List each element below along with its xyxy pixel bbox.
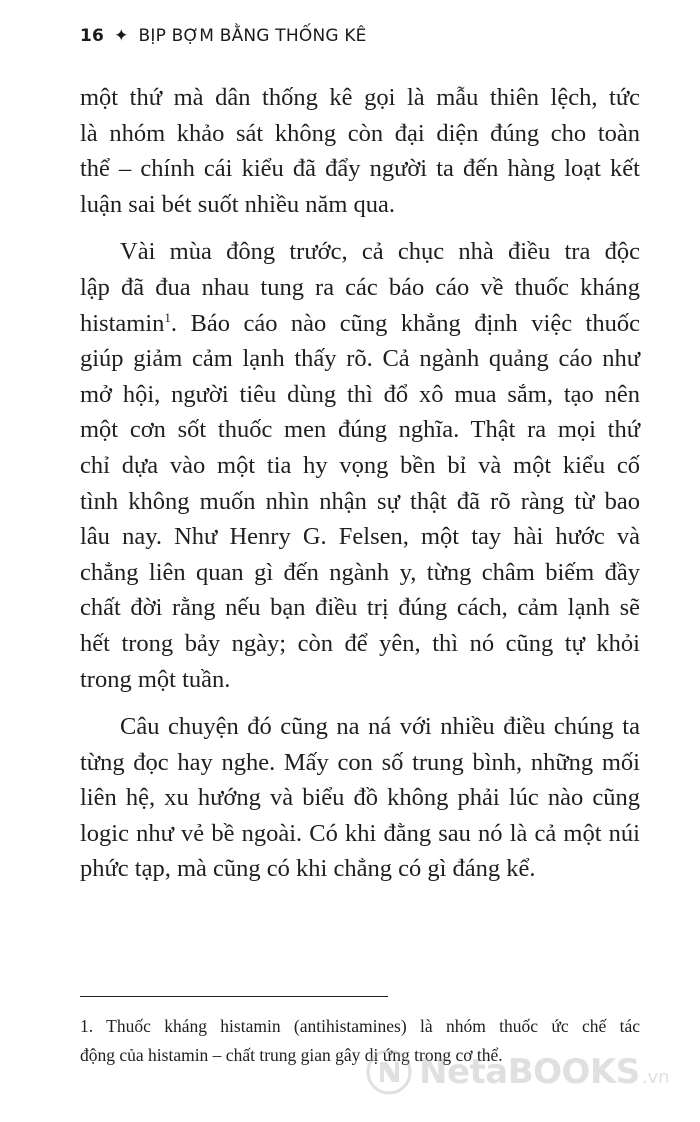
paragraph-1 bbox=[80, 80, 640, 222]
text-line: chẳng liên quan gì đến ngành y, từng châm biếm đầy bbox=[80, 558, 640, 586]
book-title: BỊP BỢM BẰNG THỐNG KÊ bbox=[138, 26, 367, 46]
text-line: từng đọc hay nghe. Mấy con số trung bình, những mối bbox=[80, 748, 640, 776]
paragraph-2 bbox=[80, 234, 640, 697]
netabooks-logo-icon bbox=[365, 1048, 413, 1096]
footnote-reference[interactable]: 1 bbox=[164, 309, 171, 325]
footnote-anchor-word: histamin bbox=[80, 309, 165, 337]
text-line-with-footnote bbox=[80, 306, 640, 342]
text-line: một thứ mà dân thống kê gọi là mẫu thiên lệch, tức bbox=[80, 84, 640, 111]
footnote-divider bbox=[80, 996, 388, 997]
page-number: 16 bbox=[80, 26, 105, 46]
footnote-line: động của histamin – chất trung gian gây dị ứng trong cơ thể. bbox=[80, 1045, 503, 1065]
watermark-brand: NetaBOOKS bbox=[419, 1052, 640, 1092]
watermark bbox=[365, 1048, 670, 1096]
running-header bbox=[80, 26, 367, 46]
text-line: phức tạp, mà cũng có khi chẳng có gì đáng kể. bbox=[80, 855, 536, 883]
footnote-line: 1. Thuốc kháng histamin (antihistamines) là nhóm thuốc ức chế tác bbox=[80, 1016, 640, 1036]
text-line: chỉ dựa vào một tia hy vọng bền bỉ và một kiểu cố bbox=[80, 451, 640, 479]
text-line: mở hội, người tiêu dùng thì đổ xô mua sắm, tạo nên bbox=[80, 380, 640, 408]
text-line: Câu chuyện đó cũng na ná với nhiều điều chúng ta bbox=[120, 713, 640, 741]
text-line: liên hệ, xu hướng và biểu đồ không phải lúc nào cũng bbox=[80, 784, 640, 812]
text-line: luận sai bét suốt nhiều năm qua. bbox=[80, 190, 396, 218]
text-line: logic như vẻ bề ngoài. Có khi đằng sau nó là cả một núi bbox=[80, 819, 640, 847]
text-line: hết trong bảy ngày; còn để yên, thì nó cũng tự khỏi bbox=[80, 629, 640, 657]
text-line: một cơn sốt thuốc men đúng nghĩa. Thật ra mọi thứ bbox=[80, 416, 640, 444]
text-line: trong một tuần. bbox=[80, 665, 231, 693]
text-line: lâu nay. Như Henry G. Felsen, một tay hài hước và bbox=[80, 523, 640, 551]
body-text bbox=[80, 80, 640, 899]
text-line: chất đời rằng nếu bạn điều trị đúng cách, cảm lạnh sẽ bbox=[80, 594, 640, 622]
separator-star-icon: ✦ bbox=[114, 26, 129, 46]
text-line: Vài mùa đông trước, cả chục nhà điều tra độc bbox=[120, 238, 640, 266]
text-line: tình không muốn nhìn nhận sự thật đã rõ ràng từ bao bbox=[80, 487, 640, 515]
text-line: lập đã đua nhau tung ra các báo cáo về thuốc kháng bbox=[80, 273, 640, 301]
watermark-suffix: .vn bbox=[641, 1067, 670, 1088]
paragraph-3 bbox=[80, 709, 640, 887]
text-line: là nhóm khảo sát không còn đại diện đúng cho toàn bbox=[80, 119, 640, 147]
text-line-rest: . Báo cáo nào cũng khẳng định việc thuốc bbox=[170, 309, 640, 337]
text-line: giúp giảm cảm lạnh thấy rõ. Cả ngành quảng cáo như bbox=[80, 345, 640, 373]
text-line: thể – chính cái kiểu đã đẩy người ta đến hàng loạt kết bbox=[80, 155, 640, 183]
